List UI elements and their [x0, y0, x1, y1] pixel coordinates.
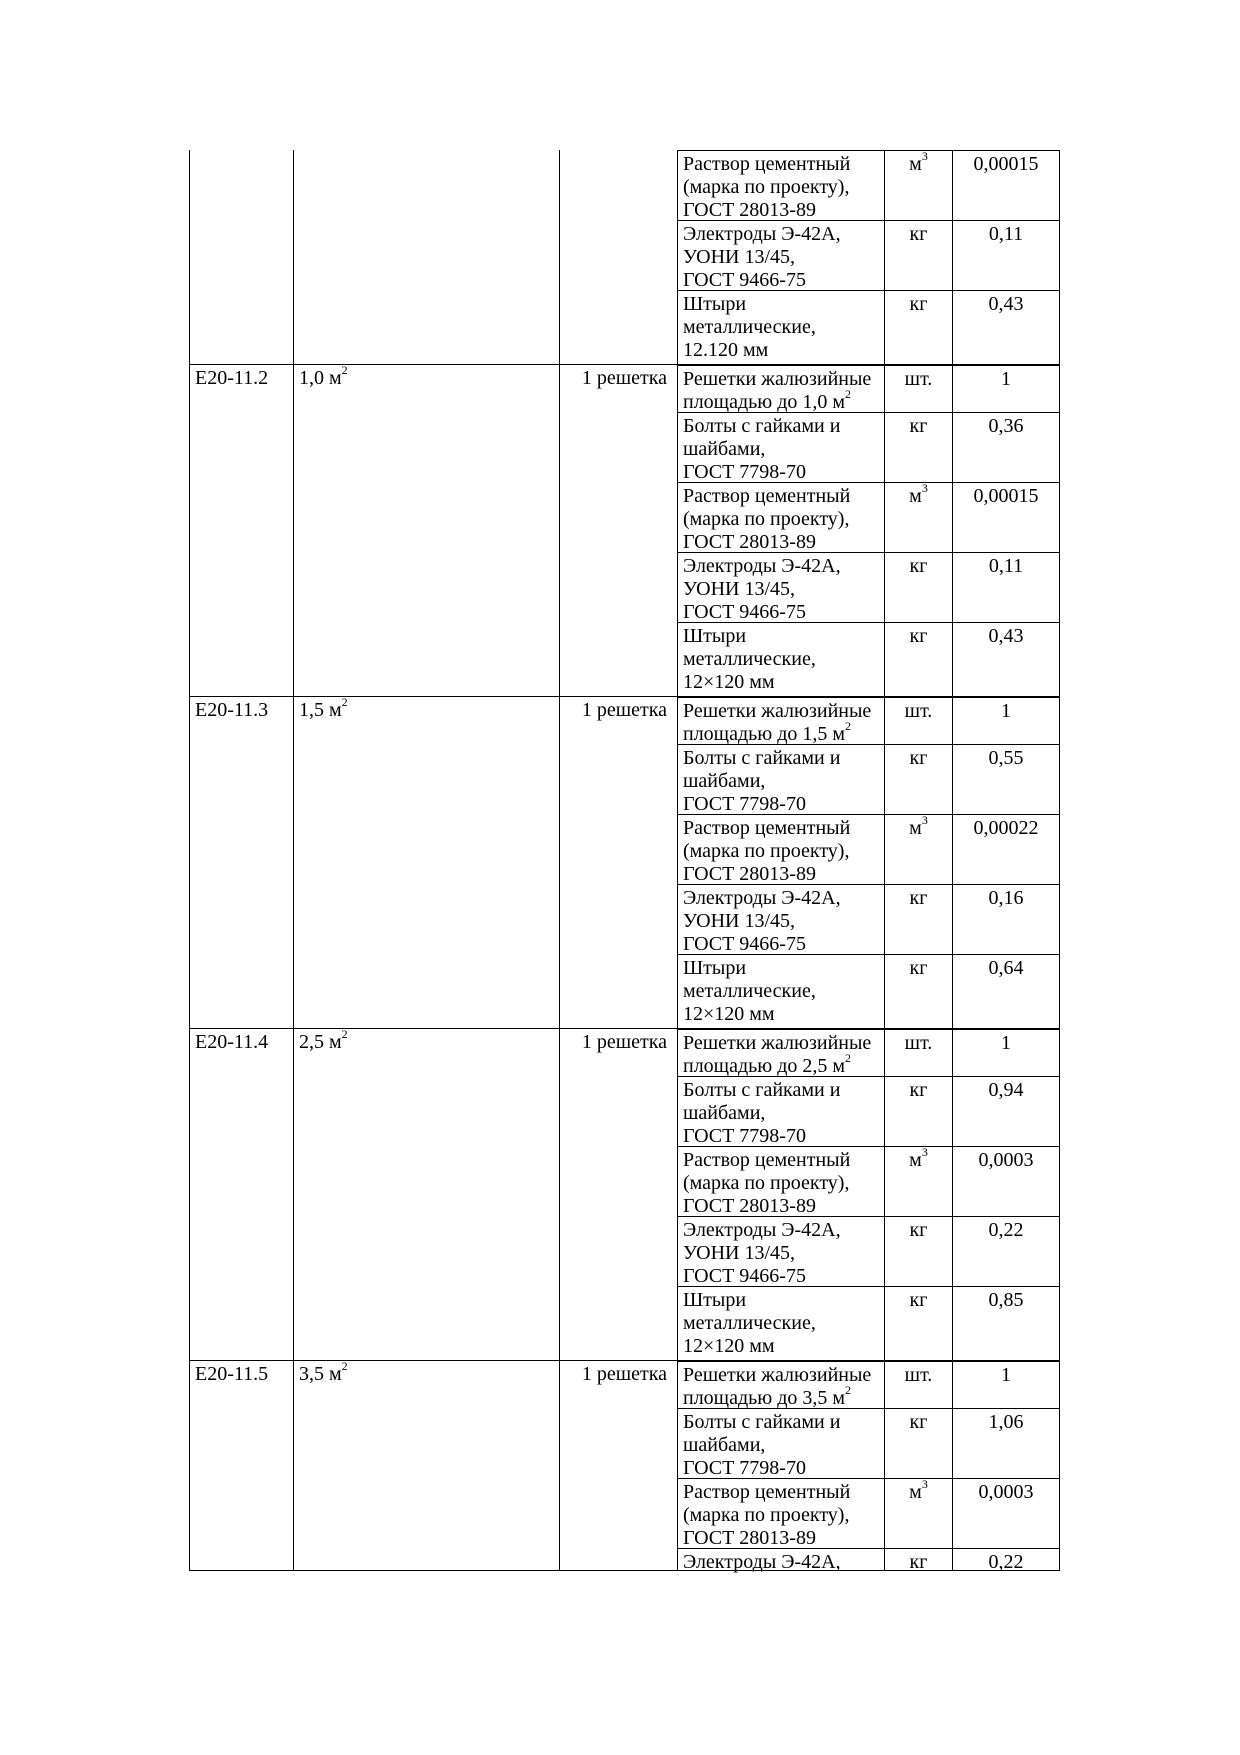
work-unit-cell — [559, 290, 677, 364]
material-line: площадью до 1,5 $м^2$ — [683, 719, 852, 745]
material-line: площадью до 3,5 $м^2$ — [683, 1383, 852, 1409]
work-unit-cell — [559, 412, 677, 482]
unit-cell: кг — [884, 220, 952, 290]
quantity-cell: 0,00015 — [952, 482, 1060, 552]
material-cell — [677, 814, 884, 884]
unit-cell: кг — [884, 552, 952, 622]
table-row — [189, 622, 1060, 696]
quantity-cell: 0,11 — [952, 552, 1060, 622]
unit-cell: $м^3$ — [884, 482, 952, 552]
material-line: металлические, — [683, 1312, 816, 1334]
table-row — [189, 290, 1060, 364]
work-unit-cell — [559, 1146, 677, 1216]
material-cell — [677, 697, 884, 744]
material-line: 12×120 мм — [683, 671, 775, 693]
code-cell — [189, 1408, 293, 1478]
area-cell — [293, 552, 559, 622]
work-unit-cell: 1 решетка — [559, 1029, 677, 1076]
table-row — [189, 1408, 1060, 1478]
quantity-cell: 1 — [952, 697, 1060, 744]
area-cell — [293, 412, 559, 482]
material-cell — [677, 1146, 884, 1216]
material-cell — [677, 1361, 884, 1408]
quantity-cell: 0,43 — [952, 622, 1060, 696]
table-row — [189, 412, 1060, 482]
material-cell — [677, 1216, 884, 1286]
material-line: Штыри — [683, 1289, 747, 1311]
code-cell — [189, 220, 293, 290]
material-cell — [677, 954, 884, 1028]
code-cell: Е20-11.3 — [189, 697, 293, 744]
table-row — [189, 1360, 1060, 1408]
table-row — [189, 220, 1060, 290]
area-cell — [293, 220, 559, 290]
material-line: Болты с гайками и — [683, 747, 841, 769]
area-cell — [293, 1548, 559, 1570]
material-line: Раствор цементный — [683, 1149, 851, 1171]
code-cell — [189, 744, 293, 814]
unit-cell: кг — [884, 954, 952, 1028]
table-row — [189, 884, 1060, 954]
unit-cell: $м^3$ — [884, 1146, 952, 1216]
quantity-cell: 1 — [952, 365, 1060, 412]
code-cell — [189, 884, 293, 954]
area-cell — [293, 744, 559, 814]
code-cell — [189, 482, 293, 552]
material-cell — [677, 482, 884, 552]
work-unit-cell — [559, 1408, 677, 1478]
material-line: 12×120 мм — [683, 1003, 775, 1025]
material-cell — [677, 1029, 884, 1076]
quantity-cell: 0,36 — [952, 412, 1060, 482]
work-unit-cell — [559, 220, 677, 290]
code-cell: Е20-11.2 — [189, 365, 293, 412]
quantity-cell: 0,11 — [952, 220, 1060, 290]
table-row — [189, 552, 1060, 622]
material-line: ГОСТ 28013-89 — [683, 199, 816, 221]
code-cell: Е20-11.4 — [189, 1029, 293, 1076]
material-line: металлические, — [683, 980, 816, 1002]
area-cell — [293, 954, 559, 1028]
work-unit-cell — [559, 622, 677, 696]
material-cell — [677, 1286, 884, 1360]
material-cell — [677, 884, 884, 954]
material-line: ГОСТ 7798-70 — [683, 461, 806, 483]
work-unit-cell — [559, 1076, 677, 1146]
quantity-cell: 0,16 — [952, 884, 1060, 954]
quantity-cell: 1 — [952, 1361, 1060, 1408]
code-cell — [189, 290, 293, 364]
material-line: Раствор цементный — [683, 817, 851, 839]
quantity-cell: 1 — [952, 1029, 1060, 1076]
material-cell — [677, 552, 884, 622]
material-line: Раствор цементный — [683, 153, 851, 175]
code-cell — [189, 150, 293, 220]
material-line: Штыри — [683, 293, 747, 315]
quantity-cell: 0,64 — [952, 954, 1060, 1028]
material-line: шайбами, — [683, 770, 766, 792]
work-unit-cell — [559, 814, 677, 884]
unit-cell: кг — [884, 1076, 952, 1146]
material-line: площадью до 2,5 $м^2$ — [683, 1051, 852, 1077]
material-line: Болты с гайками и — [683, 1079, 841, 1101]
code-cell: Е20-11.5 — [189, 1361, 293, 1408]
table-row — [189, 696, 1060, 744]
material-line: (марка по проекту), — [683, 508, 850, 530]
area-cell — [293, 622, 559, 696]
material-cell — [677, 622, 884, 696]
table-row — [189, 1216, 1060, 1286]
work-unit-cell — [559, 954, 677, 1028]
unit-cell: кг — [884, 1408, 952, 1478]
material-line: ГОСТ 28013-89 — [683, 863, 816, 885]
material-line: ГОСТ 9466-75 — [683, 933, 806, 955]
quantity-cell: 0,94 — [952, 1076, 1060, 1146]
table-row — [189, 814, 1060, 884]
work-unit-cell — [559, 1286, 677, 1360]
unit-cell: кг — [884, 1216, 952, 1286]
area-cell — [293, 1478, 559, 1548]
material-line: металлические, — [683, 648, 816, 670]
material-cell — [677, 1478, 884, 1548]
material-line: Электроды Э-42А, — [683, 887, 841, 909]
material-cell — [677, 150, 884, 220]
material-cell — [677, 290, 884, 364]
material-line: Электроды Э-42А, — [683, 1551, 841, 1573]
material-line: шайбами, — [683, 438, 766, 460]
area-cell: 1,0 $м^2$ — [293, 365, 559, 412]
material-line: ГОСТ 28013-89 — [683, 1195, 816, 1217]
code-cell — [189, 954, 293, 1028]
material-line: Электроды Э-42А, — [683, 555, 841, 577]
material-cell — [677, 220, 884, 290]
code-cell — [189, 1478, 293, 1548]
material-line: металлические, — [683, 316, 816, 338]
table-row — [189, 744, 1060, 814]
quantity-cell: 0,85 — [952, 1286, 1060, 1360]
unit-cell: кг — [884, 622, 952, 696]
code-cell — [189, 814, 293, 884]
table-row — [189, 1028, 1060, 1076]
area-cell — [293, 1076, 559, 1146]
unit-cell: шт. — [884, 697, 952, 744]
area-cell — [293, 150, 559, 220]
unit-cell: кг — [884, 1548, 952, 1570]
area-cell — [293, 290, 559, 364]
quantity-cell: 0,55 — [952, 744, 1060, 814]
material-line: шайбами, — [683, 1102, 766, 1124]
area-cell — [293, 1216, 559, 1286]
unit-cell: кг — [884, 290, 952, 364]
material-cell — [677, 365, 884, 412]
material-cell — [677, 1076, 884, 1146]
material-line: ГОСТ 9466-75 — [683, 1265, 806, 1287]
work-unit-cell — [559, 1548, 677, 1570]
material-cell — [677, 412, 884, 482]
quantity-cell: 0,00022 — [952, 814, 1060, 884]
work-unit-cell: 1 решетка — [559, 365, 677, 412]
unit-cell: шт. — [884, 1361, 952, 1408]
material-line: УОНИ 13/45, — [683, 910, 796, 932]
material-line: Болты с гайками и — [683, 1411, 841, 1433]
material-cell — [677, 1408, 884, 1478]
code-cell — [189, 1286, 293, 1360]
material-line: Решетки жалюзийные — [683, 368, 872, 390]
code-cell — [189, 412, 293, 482]
material-line: ГОСТ 7798-70 — [683, 1457, 806, 1479]
material-line: ГОСТ 9466-75 — [683, 269, 806, 291]
material-line: ГОСТ 7798-70 — [683, 793, 806, 815]
table-row — [189, 1478, 1060, 1548]
table-row — [189, 1548, 1060, 1571]
material-cell — [677, 1548, 884, 1573]
code-cell — [189, 1076, 293, 1146]
material-line: шайбами, — [683, 1434, 766, 1456]
unit-cell: кг — [884, 1286, 952, 1360]
code-cell — [189, 1216, 293, 1286]
material-line: УОНИ 13/45, — [683, 578, 796, 600]
material-line: площадью до 1,0 $м^2$ — [683, 387, 852, 413]
work-unit-cell — [559, 744, 677, 814]
material-line: Штыри — [683, 957, 747, 979]
material-line: Решетки жалюзийные — [683, 1032, 872, 1054]
area-cell — [293, 1286, 559, 1360]
quantity-cell: 0,22 — [952, 1548, 1060, 1570]
table-row — [189, 1076, 1060, 1146]
unit-cell: кг — [884, 744, 952, 814]
material-line: Решетки жалюзийные — [683, 1364, 872, 1386]
material-line: 12×120 мм — [683, 1335, 775, 1357]
material-line: ГОСТ 28013-89 — [683, 1527, 816, 1549]
code-cell — [189, 1146, 293, 1216]
table-row — [189, 1146, 1060, 1216]
work-unit-cell — [559, 482, 677, 552]
unit-cell: кг — [884, 412, 952, 482]
material-line: УОНИ 13/45, — [683, 246, 796, 268]
material-line: Раствор цементный — [683, 1481, 851, 1503]
material-line: ГОСТ 7798-70 — [683, 1125, 806, 1147]
area-cell — [293, 884, 559, 954]
area-cell — [293, 814, 559, 884]
quantity-cell: 0,0003 — [952, 1478, 1060, 1548]
table-row — [189, 150, 1060, 220]
table-row — [189, 482, 1060, 552]
code-cell — [189, 622, 293, 696]
area-cell — [293, 482, 559, 552]
material-line: Электроды Э-42А, — [683, 1219, 841, 1241]
unit-cell: кг — [884, 884, 952, 954]
material-line: (марка по проекту), — [683, 840, 850, 862]
material-line: УОНИ 13/45, — [683, 1242, 796, 1264]
unit-cell: $м^3$ — [884, 814, 952, 884]
quantity-cell: 0,22 — [952, 1216, 1060, 1286]
area-cell — [293, 1408, 559, 1478]
table-row — [189, 954, 1060, 1028]
material-line: Электроды Э-42А, — [683, 223, 841, 245]
area-cell: 3,5 $м^2$ — [293, 1361, 559, 1408]
material-line: (марка по проекту), — [683, 1504, 850, 1526]
quantity-cell: 1,06 — [952, 1408, 1060, 1478]
table-row — [189, 1286, 1060, 1360]
work-unit-cell — [559, 552, 677, 622]
code-cell — [189, 552, 293, 622]
table-row — [189, 364, 1060, 412]
material-line: 12.120 мм — [683, 339, 769, 361]
material-line: (марка по проекту), — [683, 176, 850, 198]
quantity-cell: 0,0003 — [952, 1146, 1060, 1216]
material-line: Штыри — [683, 625, 747, 647]
work-unit-cell — [559, 884, 677, 954]
area-cell: 2,5 $м^2$ — [293, 1029, 559, 1076]
material-line: ГОСТ 28013-89 — [683, 531, 816, 553]
work-unit-cell — [559, 1478, 677, 1548]
quantity-cell: 0,43 — [952, 290, 1060, 364]
material-line: Раствор цементный — [683, 485, 851, 507]
work-unit-cell: 1 решетка — [559, 697, 677, 744]
unit-cell: шт. — [884, 365, 952, 412]
quantity-cell: 0,00015 — [952, 150, 1060, 220]
material-line: ГОСТ 9466-75 — [683, 601, 806, 623]
area-cell — [293, 1146, 559, 1216]
material-line: (марка по проекту), — [683, 1172, 850, 1194]
material-line: Решетки жалюзийные — [683, 700, 872, 722]
code-cell — [189, 1548, 293, 1570]
area-cell: 1,5 $м^2$ — [293, 697, 559, 744]
unit-cell: шт. — [884, 1029, 952, 1076]
material-line: Болты с гайками и — [683, 415, 841, 437]
unit-cell: $м^3$ — [884, 1478, 952, 1548]
norms-table — [189, 150, 1060, 1571]
work-unit-cell — [559, 1216, 677, 1286]
work-unit-cell: 1 решетка — [559, 1361, 677, 1408]
unit-cell: $м^3$ — [884, 150, 952, 220]
work-unit-cell — [559, 150, 677, 220]
material-cell — [677, 744, 884, 814]
